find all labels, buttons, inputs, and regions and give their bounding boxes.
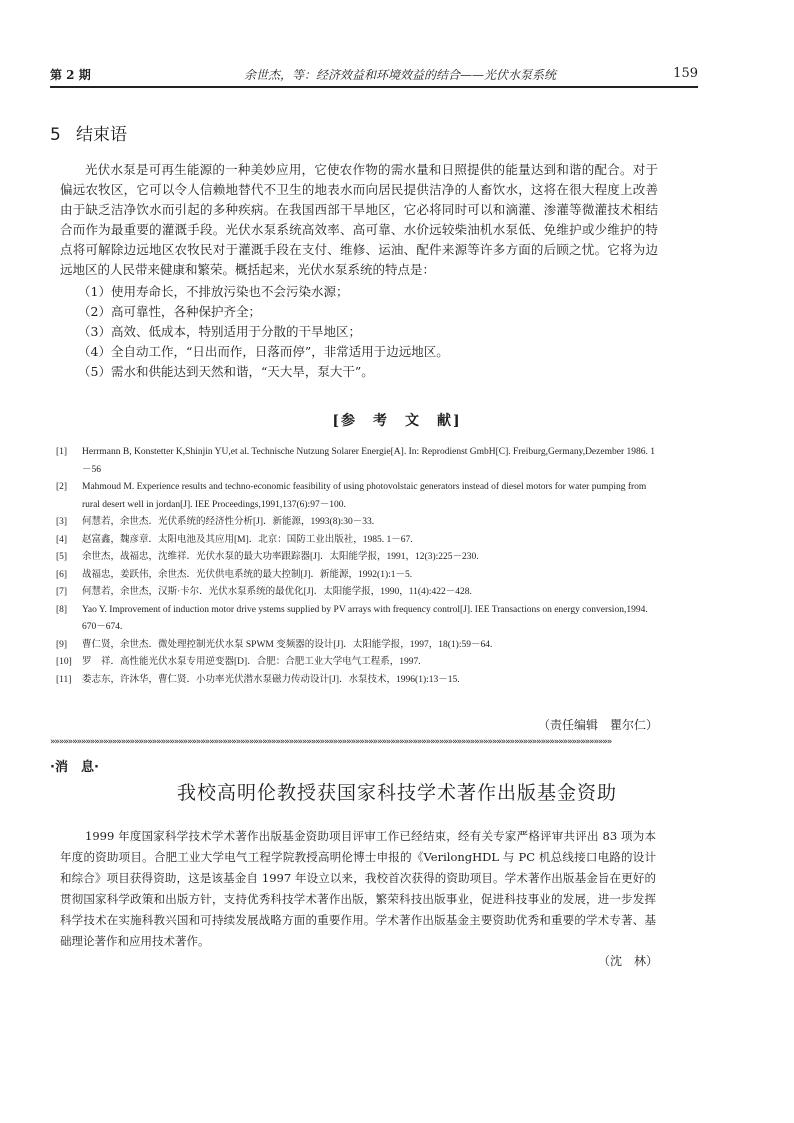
header-rule: [50, 86, 698, 88]
reference-text: 罗 祥．高性能光伏水泵专用逆变器[D]．合肥：合肥工业大学电气工程系，1997.: [82, 657, 421, 667]
reference-item: [56, 654, 658, 672]
running-title: 余世杰，等：经济效益和环境效益的结合——光伏水泵系统: [243, 68, 556, 82]
section-heading: [50, 120, 127, 145]
reference-list: [56, 444, 658, 689]
reference-number: [7]: [56, 587, 68, 597]
section-title: 结束语: [76, 125, 127, 145]
issue-number: 第 2 期: [50, 68, 91, 82]
news-body: 1999 年度国家科学技术学术著作出版基金资助项目评审工作已经结束，经有关专家严格评审共评出 83 项为本年度的资助项目。合肥工业大学电气工程学院教授高明伦博士申报的《VerilongHDL 与 PC 机总线接口电路的设计和综合》项目获得资助，这是该基金自 1997 年设立以来，我校首次获得的资助项目。学术著作出版基金旨在更好的贯彻国家科学政策和出版方针，支持优秀科技学术著作出版，繁荣科技出版事业，促进科技事业的发展，进一步发挥科学技术在实施科教兴国和可持续发展战略方面的重要作用。学术著作出版基金主要资助优秀和重要的学术专著、基础理论著作和应用技术著作。: [60, 829, 656, 948]
feature-item: （5）需水和供能达到天然和谐，“天大旱，泵大干”。: [78, 364, 374, 379]
reference-text: 何慧若，余世杰，汉斯·卡尔．光伏水泵系统的最优化[J]．太阳能学报，1990，11(4):422－428.: [82, 587, 472, 597]
reference-text: 余世杰，战福忠，沈维祥．光伏水泵的最大功率跟踪器[J]．太阳能学报，1991，12(3):225－230.: [82, 552, 479, 562]
reference-item: [56, 602, 658, 637]
arrow-divider: »»»»»»»»»»»»»»»»»»»»»»»»»»»»»»»»»»»»»»»»»»»»»»»»»»»»»»»»»»»»»»»»»»»»»»»»»»»»»»»»»»»»»»»»»»»»»»»»»»»»»»»»»»»»»»»»»»»»»»»»»»»»»»»: [50, 737, 612, 747]
reference-number: [10]: [56, 657, 72, 667]
news-title: 我校高明伦教授获国家科技学术著作出版基金资助: [176, 782, 617, 804]
references-heading: [参 考 文 献]: [332, 413, 462, 429]
feature-item: （3）高效、低成本，特别适用于分散的干旱地区；: [78, 324, 361, 339]
reference-text: 赵富鑫，魏彦章．太阳电池及其应用[M]．北京：国防工业出版社，1985. 1－67.: [82, 534, 413, 545]
news-signature: （沈 林）: [597, 954, 658, 968]
editor-note: （责任编辑 瞿尔仁）: [537, 718, 658, 732]
reference-text: Herrmann B, Konstetter K,Shinjin YU,et al. Technische Nutzung Solarer Energie[A]. In: Reprodienst GmbH[C]. Freiburg,Germany,Dezember 1986. 1－56: [82, 447, 655, 475]
reference-item: [56, 444, 658, 479]
feature-list: [78, 282, 658, 382]
news-label: ·消 息·: [50, 760, 99, 775]
reference-item: [56, 567, 658, 585]
reference-number: [4]: [56, 534, 68, 545]
section-number: 5: [50, 125, 61, 145]
reference-text: 战福忠，姜跃伟，余世杰．光伏供电系统的最大控制[J]．新能源，1992(1):1－5.: [82, 569, 413, 580]
reference-number: [6]: [56, 569, 68, 580]
reference-number: [1]: [56, 447, 68, 457]
reference-text: Mahmoud M. Experience results and techno-economic feasibility of using photovolstaic generators instead of diesel motors for water pumping from rural desert well in jordan[J]. IEE Proceedings,1991,137(6):97－100.: [82, 482, 647, 510]
reference-item: [56, 514, 658, 532]
reference-item: [56, 479, 658, 514]
reference-text: 何慧若，余世杰．光伏系统的经济性分析[J]．新能源，1993(8):30－33.: [82, 517, 375, 527]
feature-item: （2）高可靠性，各种保护齐全；: [78, 304, 261, 319]
reference-number: [5]: [56, 552, 68, 562]
reference-number: [2]: [56, 482, 68, 492]
reference-item: [56, 584, 658, 602]
feature-item: （4）全自动工作，“日出而作，日落而停”，非常适用于边远地区。: [78, 344, 449, 359]
reference-item: [56, 532, 658, 550]
running-header: [50, 64, 698, 84]
page-number: 159: [673, 66, 698, 81]
reference-number: [9]: [56, 639, 68, 650]
feature-item: （1）使用寿命长，不排放污染也不会污染水源；: [78, 284, 349, 299]
reference-item: [56, 672, 658, 690]
reference-item: [56, 549, 658, 567]
reference-number: [8]: [56, 604, 68, 615]
reference-number: [11]: [56, 674, 72, 685]
conclusion-paragraph: 光伏水泵是可再生能源的一种美妙应用，它使农作物的需水量和日照提供的能量达到和谐的配合。对于偏远农牧区，它可以令人信赖地替代不卫生的地表水而向居民提供洁净的人畜饮水，这将在很大程度上改善由于缺乏洁净饮水而引起的多种疾病。在我国西部干旱地区，它必将同时可以和滴灌、渗灌等微灌技术相结合而作为最重要的灌溉手段。光伏水泵系统高效率、高可靠、水价远较柴油机水泵低、免维护或少维护的特点将可解除边远地区农牧民对于灌溉手段在支付、维修、运油、配件来源等许多方面的后顾之忧。它将为边远地区的人民带来健康和繁荣。概括起来，光伏水泵系统的特点是：: [60, 162, 658, 277]
reference-number: [3]: [56, 517, 68, 527]
reference-text: 娄志东，许沐华，曹仁贤．小功率光伏潜水泵磁力传动设计[J]．水泵技术，1996(1):13－15.: [82, 674, 460, 685]
reference-text: Yao Y. Improvement of induction motor drive ystems supplied by PV arrays with frequency control[J]. IEE Transactions on energy conversion,1994. 670－674.: [82, 604, 648, 632]
reference-text: 曹仁贤，余世杰．微处理控制光伏水泵 SPWM 变频器的设计[J]．太阳能学报，1997，18(1):59－64.: [82, 639, 493, 650]
reference-item: [56, 637, 658, 655]
